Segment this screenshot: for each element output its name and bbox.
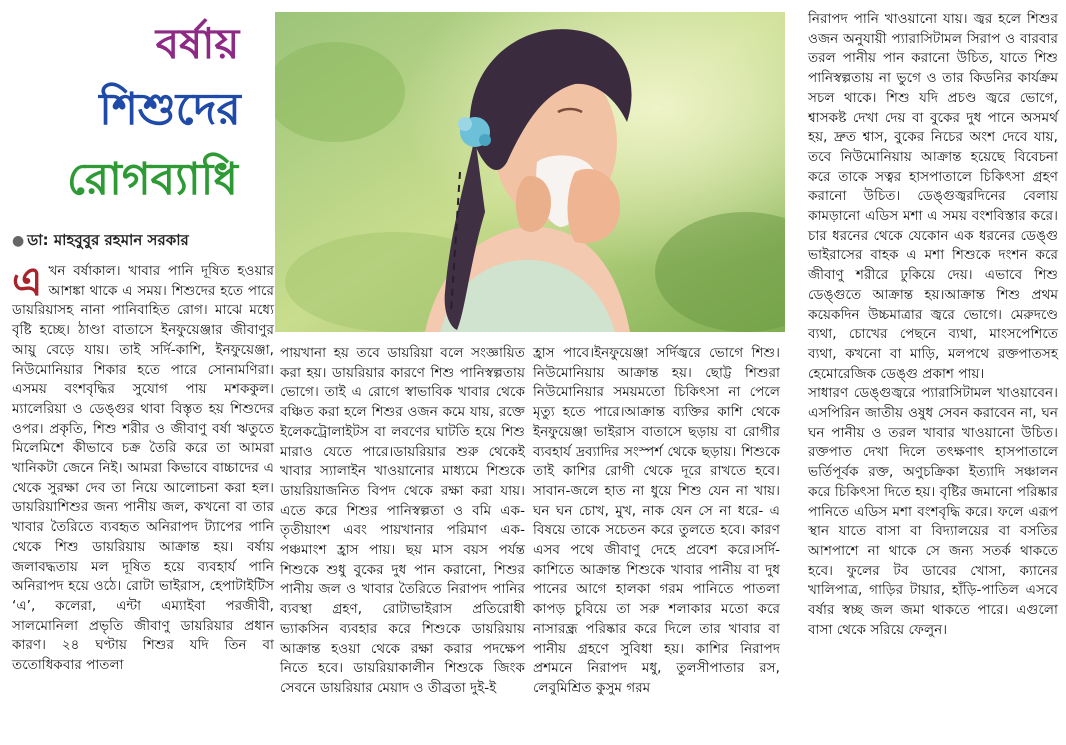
child-sneezing-into-tissue-photo — [275, 12, 785, 332]
article-column-3 — [533, 344, 780, 699]
author-name: ডা: মাহবুবুর রহমান সরকার — [27, 231, 189, 249]
bullet-icon: ● — [12, 233, 25, 249]
column-2-text: পায়খানা হয় তবে ডায়রিয়া বলে সংজ্ঞায়িত করা হয়। ডায়রিয়ার কারণে শিশু পানিস্বল্পতায় ভোগে। তাই এ রোগে স্বাভাবিক খাবার থেকে বঞ্চিত করা হলে শিশুর ওজন কমে যায়, রক্তে ইলেকট্রোলাইটস বা লবণের ঘাটতি হয়ে শিশু মারাও যেতে পারে।ডায়রিয়ার শুরু থেকেই খাবার স্যালাইন খাওয়ানোর মাধ্যমে শিশুকে ডায়রিয়াজনিত বিপদ থেকে রক্ষা করা যায়। এতে করে শিশুর পানিস্বল্পতা ও বমি এক-তৃতীয়াংশ এবং পায়খানার পরিমাণ এক-পঞ্চমাংশ হ্রাস পায়। ছয় মাস বয়স পর্যন্ত শিশুকে শুধু বুকের দুধ পান করানো, শিশুর পানীয় জল ও খাবার তৈরিতে নিরাপদ পানির ব্যবস্থা গ্রহণ, রোটাভাইরাস প্রতিরোধী ভ্যাকসিন ব্যবহার করে শিশুকে ডায়রিয়ায় আক্রান্ত হওয়া থেকে রক্ষা করার পদক্ষেপ নিতে হবে। ডায়রিয়াকালীন শিশুকে জিংক সেবনে ডায়রিয়ার মেয়াদ ও তীব্রতা দুই-ই — [280, 345, 525, 696]
column-4-text-part-1: নিরাপদ পানি খাওয়ানো যায়। জ্বর হলে শিশুর ওজন অনুযায়ী প্যারাসিটামল সিরাপ ও বারবার তরল পানীয় পান করানো উচিত, যাতে শিশু পানিস্বল্পতায় না ভুগে ও তার কিডনির কার্যক্রম সচল থাকে। শিশু যদি প্রচণ্ড জ্বরে ভোগে, শ্বাসকষ্ট দেখা দেয় বা বুকের দুধ পানে অসমর্থ হয়, দ্রুত শ্বাস, বুকের নিচের অংশ দেবে যায়, তবে নিউমোনিয়ায় আক্রান্ত হয়েছে বিবেচনা করে তাকে সত্বর হাসপাতালে চিকিৎসা গ্রহণ করানো উচিত। ডেঙ্গুজ্বরদিনের বেলায় কামড়ানো এডিস মশা এ সময় বংশবিস্তার করে। চার ধরনের থেকে যেকোন এক ধরনের ডেঙ্গু ভাইরাসের বাহক এ মশা শিশুকে দংশন করে জীবাণু শরীরে ঢুকিয়ে দেয়। এভাবে শিশু ডেঙ্গুতে আক্রান্ত হয়।আক্রান্ত শিশু প্রথম কয়েকদিন উচ্চমাত্রার জ্বরে ভোগে। মেরুদণ্ডে ব্যথা, চোখের পেছনে ব্যথা, মাংসপেশিতে ব্যথা, কখনো বা মাড়ি, মলপথে রক্তপাতসহ হেমোরেজিক ডেঙ্গু প্রকাশ পায়। — [808, 11, 1058, 382]
headline-line-3: রোগব্যাধি — [67, 154, 238, 205]
article-column-1 — [12, 259, 274, 676]
article-column-4 — [808, 10, 1058, 641]
child-sneezing-photo — [275, 12, 785, 332]
column-1-text: খন বর্ষাকাল। খাবার পানি দূষিত হওয়ার আশঙ্কা থাকে এ সময়। শিশুদের হতে পারে ডায়রিয়াসহ নানা পানিবাহিত রোগ। মাঝে মধ্যে বৃষ্টি হচ্ছে। ঠাণ্ডা বাতাসে ইনফুয়েঞ্জার জীবাণুর আয়ু বেড়ে যায়। তাই সর্দি-কাশি, ইনফুয়েঞ্জা, নিউমোনিয়ার শিকার হতে পারে সোনামণিরা। এসময় বংশবৃদ্ধির সুযোগ পায় মশককুল। ম্যালেরিয়া ও ডেঙ্গুর থাবা বিস্তৃত হয় শিশুদের ওপর। প্রকৃতি, শিশু শরীর ও জীবাণু বর্ষা ঋতুতে মিলেমিশে কীভাবে চক্র তৈরি করে তা আমরা খানিকটা জেনে নিই। আমরা কিভাবে বাচ্চাদের এ থেকে সুরক্ষা দেব তা নিয়ে আলোচনা করা হল। ডায়রিয়াশিশুর জন্য পানীয় জল, কখনো বা তার খাবার তৈরিতে ব্যবহৃত অনিরাপদ ট্যাপের পানি থেকে শিশু ডায়রিয়ায় আক্রান্ত হয়। বর্ষায় জলাবদ্ধতায় মল দূষিত হয়ে ব্যবহার্য পানি অনিরাপদ হয়ে ওঠে। রোটা ভাইরাস, হেপাটাইটিস ‘এ’, কলেরা, এন্টা এম্যাইবা পরজীবী, সালমোনিলা প্রভৃতি জীবাণু ডায়রিয়ার প্রধান কারণ। ২৪ ঘণ্টায় শিশুর যদি তিন বা ততোধিকবার পাতলা — [12, 263, 274, 674]
column-3-text: হ্রাস পাবে।ইনফুয়েঞ্জা সর্দিজ্বরে ভোগে শিশু। নিউমোনিয়ায় আক্রান্ত হয়। ছোট্ট শিশুরা নিউমোনিয়ার সময়মতো চিকিৎসা না পেলে মৃত্যু হতে পারে।আক্রান্ত ব্যক্তির কাশি থেকে ইনফুয়েঞ্জা ভাইরাস বাতাসে ছড়ায় বা রোগীর ব্যবহার্য দ্রব্যাদির সংস্পর্শ থেকে ছড়ায়। শিশুকে তাই কাশির রোগী থেকে দূরে রাখতে হবে। সাবান-জলে হাত না ধুয়ে শিশু যেন না খায়। ঘন ঘন চোখ, মুখ, নাক যেন সে না ধরে- এ বিষয়ে তাকে সচেতন করে তুলতে হবে। কারণ এসব পথে জীবাণু দেহে প্রবেশ করে।সর্দি-কাশিতে আক্রান্ত শিশুকে খাবার পানীয় বা দুধ পানের আগে হালকা গরম পানিতে পাতলা কাপড় চুবিয়ে তা সরু শলাকার মতো করে নাসারন্ধ্র পরিষ্কার করে দিলে তার খাবার বা পানীয় গ্রহণে সুবিধা হয়। কাশির নিরাপদ প্রশমনে নিরাপদ মধু, তুলসীপাতার রস, লেবুমিশ্রিত কুসুম গরম — [533, 345, 780, 696]
drop-cap: এ — [12, 259, 43, 305]
article-column-2 — [280, 344, 525, 699]
headline-line-1: বর্ষায় — [155, 19, 240, 68]
headline-line-2: শিশুদের — [99, 84, 241, 135]
column-4-text-part-2: সাধারণ ডেঙ্গুজ্বরে প্যারাসিটামল খাওয়াবেন। এসপিরিন জাতীয় ওষুধ সেবন করাবেন না, ঘন ঘন পানীয় ও তরল খাবার খাওয়ানো উচিত। রক্তপাত দেখা দিলে তৎক্ষণাৎ হাসপাতালে ভর্তিপূর্বক রক্ত, অণুচক্রিকা ইত্যাদি সঞ্চালন করে চিকিৎসা দিতে হয়। বৃষ্টির জমানো পরিষ্কার পানিতে এডিস মশা বংশবৃদ্ধি করে। ফলে এরূপ স্থান যাতে বাসা বা বিদ্যালয়ের বা বসতির আশপাশে না থাকে সে জন্য সতর্ক থাকতে হবে। ফুলের টব ডাবের খোসা, ক্যানের খালিপাত্র, গাড়ির টায়ার, হাঁড়ি-পাতিল এসবে বর্ষার স্বচ্ছ জল জমা থাকতে পারে। এগুলো বাসা থেকে সরিয়ে ফেলুন। — [808, 385, 1058, 638]
byline — [12, 229, 274, 254]
